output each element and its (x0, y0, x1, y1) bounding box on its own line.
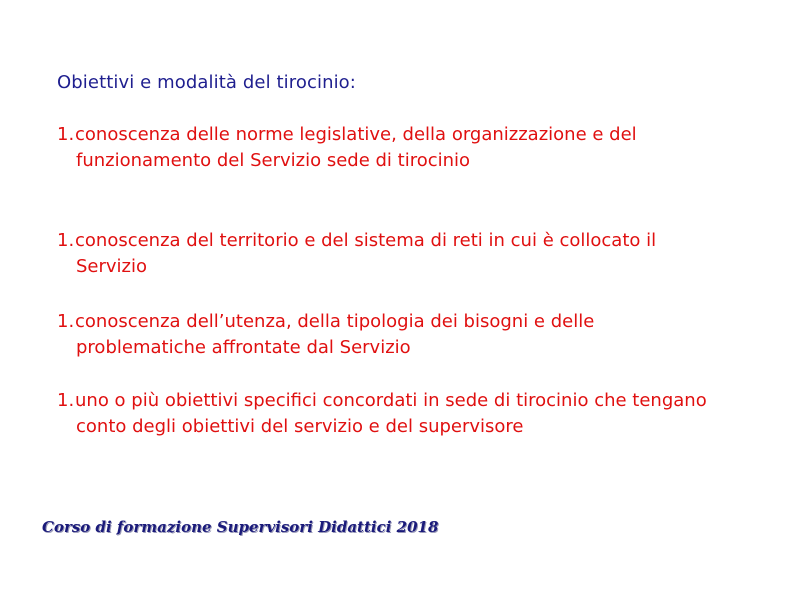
list-item (57, 388, 717, 440)
list-item (57, 309, 717, 361)
list-item (57, 228, 717, 280)
list-item-number: 1. (57, 124, 75, 145)
list-item-text: conoscenza dell’utenza, della tipologia dei bisogni e delle problematiche affrontate dal Servizio (75, 311, 595, 358)
list-item (57, 122, 717, 174)
list-item-number: 1. (57, 390, 75, 411)
list-item-number: 1. (57, 230, 75, 251)
list-item-text: conoscenza del territorio e del sistema di reti in cui è collocato il Servizio (75, 230, 657, 277)
slide-title: Obiettivi e modalità del tirocinio: (57, 72, 356, 93)
footer-caption: Corso di formazione Supervisori Didattici 2018 (42, 518, 439, 536)
list-item-number: 1. (57, 311, 75, 332)
list-item-text: uno o più obiettivi specifici concordati in sede di tirocinio che tengano conto degli obiettivi del servizio e del supervisore (75, 390, 707, 437)
list-item-text: conoscenza delle norme legislative, della organizzazione e del funzionamento del Servizio sede di tirocinio (75, 124, 637, 171)
